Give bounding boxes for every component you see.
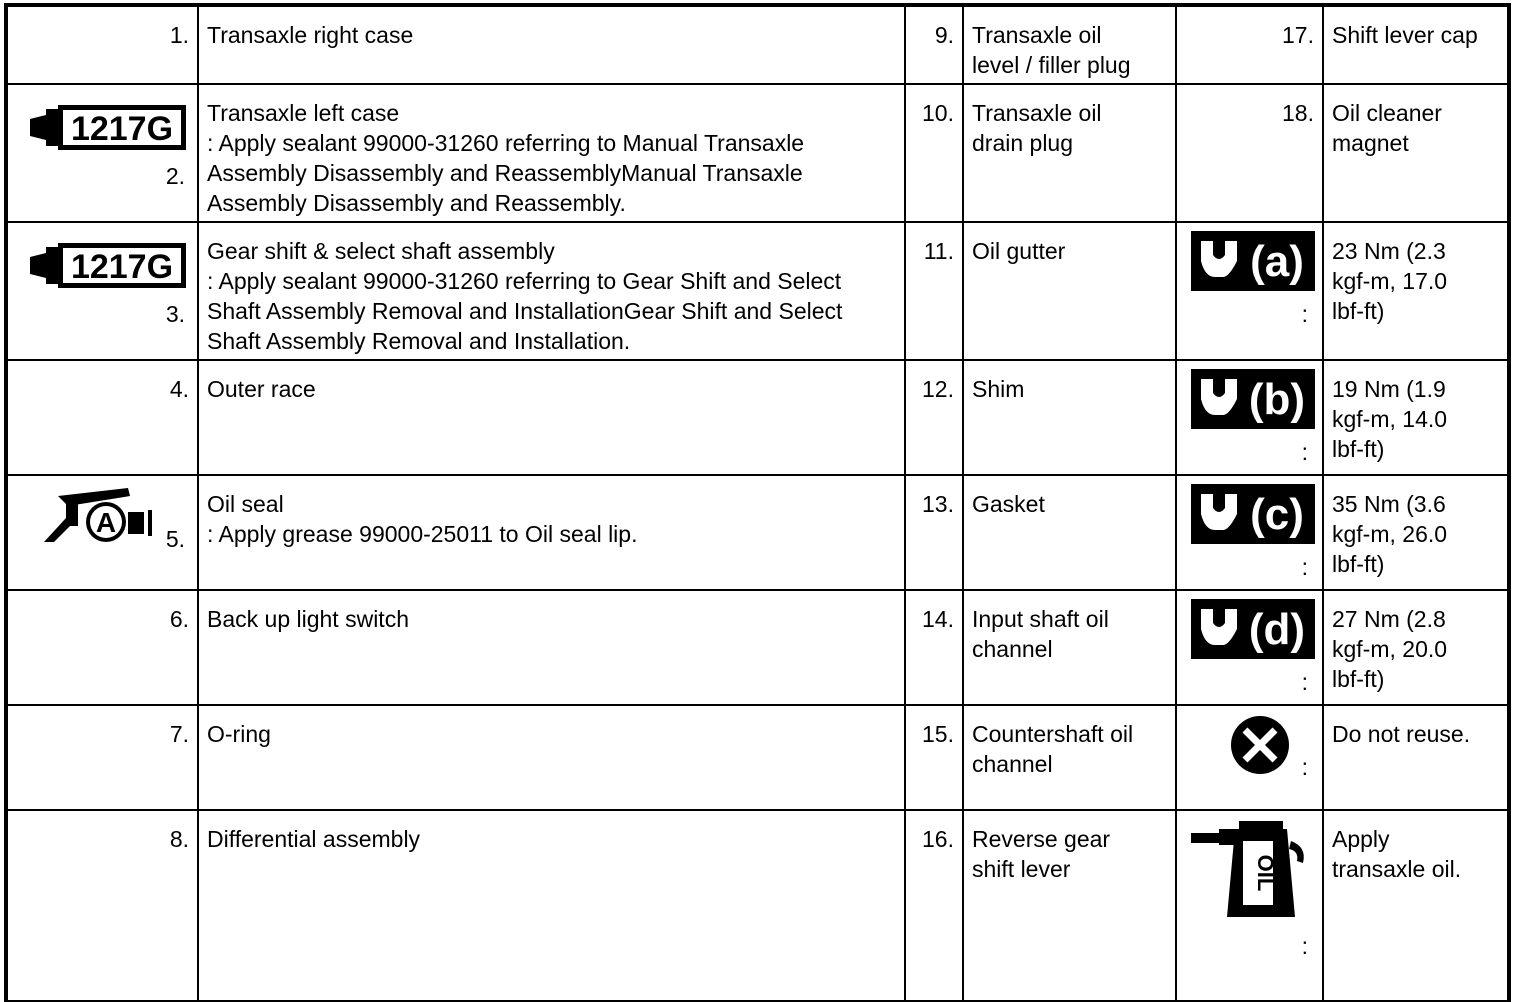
item-number-cell: [7, 222, 198, 360]
table-row: [7, 84, 1508, 222]
item-description: Shift lever cap: [1323, 6, 1508, 84]
table-row: [7, 810, 1508, 1001]
torque-letter: (c): [1250, 490, 1304, 539]
item-description: Oil cleaner magnet: [1323, 84, 1508, 222]
torque-letter: (b): [1248, 375, 1306, 424]
item-description: Outer race: [198, 360, 905, 475]
item-number: 15.: [905, 705, 963, 810]
oil-label: OIL: [1253, 854, 1278, 892]
item-number: 18.: [1176, 84, 1323, 222]
item-description: Reverse gear shift lever: [963, 810, 1176, 1001]
table-row: [7, 475, 1508, 590]
item-number: 10.: [905, 84, 963, 222]
item-description: Oil gutter: [963, 222, 1176, 360]
table-row: [7, 360, 1508, 475]
torque-wrench-icon: [1191, 484, 1315, 544]
item-number: 2.: [165, 163, 185, 189]
item-number: 4.: [7, 360, 198, 475]
torque-wrench-icon: [1191, 231, 1315, 291]
sealant-tube-icon: [30, 105, 192, 150]
item-description: Input shaft oil channel: [963, 590, 1176, 705]
item-number: 9.: [905, 6, 963, 84]
do-not-reuse-symbol-cell: [1176, 705, 1323, 810]
item-number: 16.: [905, 810, 963, 1001]
item-description: Gear shift & select shaft assembly : Apply sealant 99000-31260 referring to Gear Shift and Select Shaft Assembly Removal and InstallationGear Shift and Select Shaft Assembly Removal and Installation.: [198, 222, 905, 360]
symbol-colon: :: [1301, 933, 1308, 959]
grease-gun-icon: [44, 484, 162, 544]
item-description: Oil seal : Apply grease 99000-25011 to Oil seal lip.: [198, 475, 905, 590]
item-number: 12.: [905, 360, 963, 475]
item-number: 11.: [905, 222, 963, 360]
item-number: 13.: [905, 475, 963, 590]
torque-letter: (a): [1250, 237, 1304, 286]
torque-wrench-icon: [1191, 369, 1315, 429]
item-description: Transaxle oil drain plug: [963, 84, 1176, 222]
sealant-code-label: 1217G: [70, 248, 174, 286]
symbol-colon: :: [1301, 301, 1308, 327]
item-number: 1.: [7, 6, 198, 84]
item-description: Countershaft oil channel: [963, 705, 1176, 810]
table-row: [7, 705, 1508, 810]
symbol-colon: :: [1301, 439, 1308, 465]
torque-wrench-icon: [1191, 599, 1315, 659]
item-description: Back up light switch: [198, 590, 905, 705]
oil-can-icon: [1191, 821, 1311, 925]
item-number: 8.: [7, 810, 198, 1001]
item-description: Transaxle right case: [198, 6, 905, 84]
item-number: 6.: [7, 590, 198, 705]
item-number: 17.: [1176, 6, 1323, 84]
table-row: [7, 6, 1508, 84]
torque-letter: (d): [1248, 605, 1306, 654]
item-description: Shim: [963, 360, 1176, 475]
torque-symbol-cell: [1176, 590, 1323, 705]
parts-legend-table: [6, 5, 1509, 1002]
item-description: 35 Nm (3.6 kgf-m, 26.0 lbf-ft): [1323, 475, 1508, 590]
sealant-tube-icon: [30, 243, 192, 288]
item-description: O-ring: [198, 705, 905, 810]
item-description: Transaxle left case : Apply sealant 99000-31260 referring to Manual Transaxle Assembly Disassembly and ReassemblyManual Transaxle Assembly Disassembly and Reassembly.: [198, 84, 905, 222]
grease-letter: A: [95, 507, 117, 538]
symbol-colon: :: [1301, 554, 1308, 580]
item-description: 27 Nm (2.8 kgf-m, 20.0 lbf-ft): [1323, 590, 1508, 705]
torque-symbol-cell: [1176, 222, 1323, 360]
item-number: 7.: [7, 705, 198, 810]
symbol-colon: :: [1301, 754, 1308, 780]
item-number: 14.: [905, 590, 963, 705]
torque-symbol-cell: [1176, 475, 1323, 590]
item-description: Apply transaxle oil.: [1323, 810, 1508, 1001]
item-description: Differential assembly: [198, 810, 905, 1001]
item-description: 19 Nm (1.9 kgf-m, 14.0 lbf-ft): [1323, 360, 1508, 475]
sealant-code-label: 1217G: [70, 110, 174, 148]
table-row: [7, 590, 1508, 705]
torque-symbol-cell: [1176, 360, 1323, 475]
item-number-cell: [7, 475, 198, 590]
table-row: [7, 222, 1508, 360]
item-description: Do not reuse.: [1323, 705, 1508, 810]
item-number-cell: [7, 84, 198, 222]
item-description: 23 Nm (2.3 kgf-m, 17.0 lbf-ft): [1323, 222, 1508, 360]
item-description: Transaxle oil level / filler plug: [963, 6, 1176, 84]
item-number: 3.: [165, 301, 185, 327]
item-description: Gasket: [963, 475, 1176, 590]
oil-symbol-cell: [1176, 810, 1323, 1001]
item-number: 5.: [165, 526, 185, 552]
symbol-colon: :: [1301, 669, 1308, 695]
do-not-reuse-icon: [1229, 714, 1291, 776]
